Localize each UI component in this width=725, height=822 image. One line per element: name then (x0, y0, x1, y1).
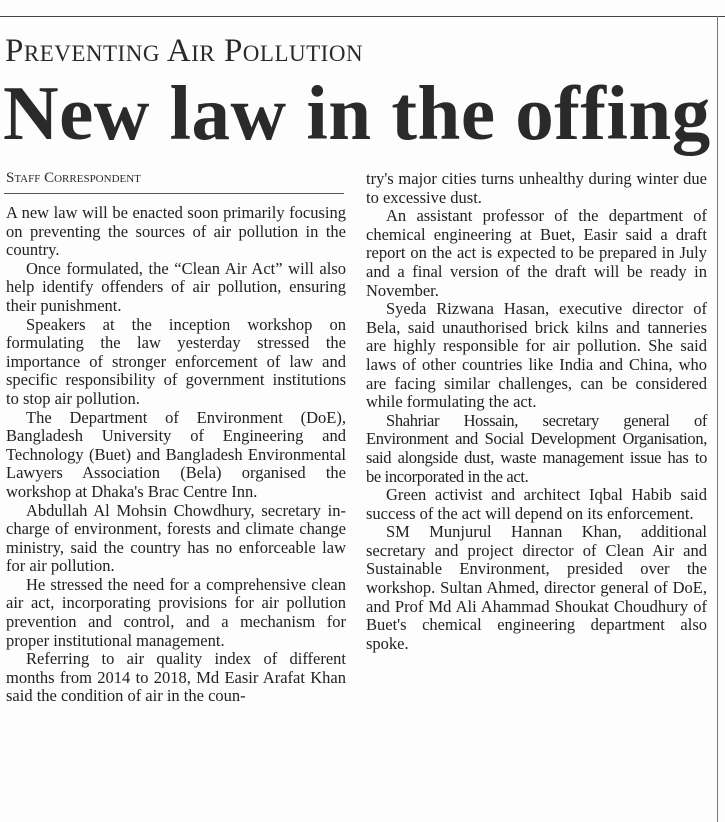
paragraph: Referring to air quality index of different months from 2014 to 2018, Md Easir Arafat Khan said the condition of air in the coun- (6, 649, 346, 706)
paragraph: try's major cities turns unhealthy during winter due to excessive dust. (366, 169, 707, 207)
paragraph: The Department of Environment (DoE), Bangladesh University of Engineering and Technology (Buet) and Bangladesh Environmental Lawyers Association (Bela) organised the workshop at Dhaka's Brac Centre Inn. (6, 407, 346, 501)
top-divider-rule (0, 16, 725, 17)
paragraph: Once formulated, the “Clean Air Act” will also help identify offenders of air pollution, ensuring their punishment. (6, 258, 346, 315)
paragraph: He stressed the need for a comprehensive clean air act, incorporating provisions for air pollution prevention and control, and a mechanism for proper institutional management. (6, 574, 346, 650)
paragraph: SM Munjurul Hannan Khan, additional secretary and project director of Clean Air and Sustainable Environment, presided over the workshop. Sultan Ahmed, director general of DoE, and Prof Md Ali Ahammad Shoukat Choudhury of Buet's chemical engineering department also spoke. (366, 522, 707, 653)
paragraph: Abdullah Al Mohsin Chowdhury, secretary in-charge of environment, forests and climate change ministry, said the country has no enforceable law for air pollution. (6, 500, 346, 576)
article-column-right (366, 170, 707, 653)
article-column-left (6, 204, 346, 706)
paragraph: Speakers at the inception workshop on formulating the law yesterday stressed the importance of stronger enforcement of law and specific responsibility of government institutions to stop air pollution. (6, 314, 346, 408)
article-headline: New law in the offing (3, 70, 711, 156)
paragraph: Shahriar Hossain, secretary general of Environment and Social Development Organisation, said alongside dust, waste management issue has to be incorporated in the act. (366, 410, 707, 486)
byline-divider (4, 193, 344, 194)
paragraph: Syeda Rizwana Hasan, executive director of Bela, said unauthorised brick kilns and tanneries are highly responsible for air pollution. She said laws of other countries like India and China, who are facing similar challenges, can be considered while formulating the act. (366, 299, 707, 412)
article-kicker: Preventing Air Pollution (5, 33, 364, 69)
paragraph: An assistant professor of the department of chemical engineering at Buet, Easir said a draft report on the act is expected to be prepared in July and a final version of the draft will be ready in November. (366, 206, 707, 300)
right-divider-rule (717, 16, 718, 822)
article-byline: Staff Correspondent (6, 170, 141, 186)
paragraph: Green activist and architect Iqbal Habib said success of the act will depend on its enforcement. (366, 485, 707, 523)
paragraph: A new law will be enacted soon primarily focusing on preventing the sources of air pollution in the country. (6, 203, 346, 260)
